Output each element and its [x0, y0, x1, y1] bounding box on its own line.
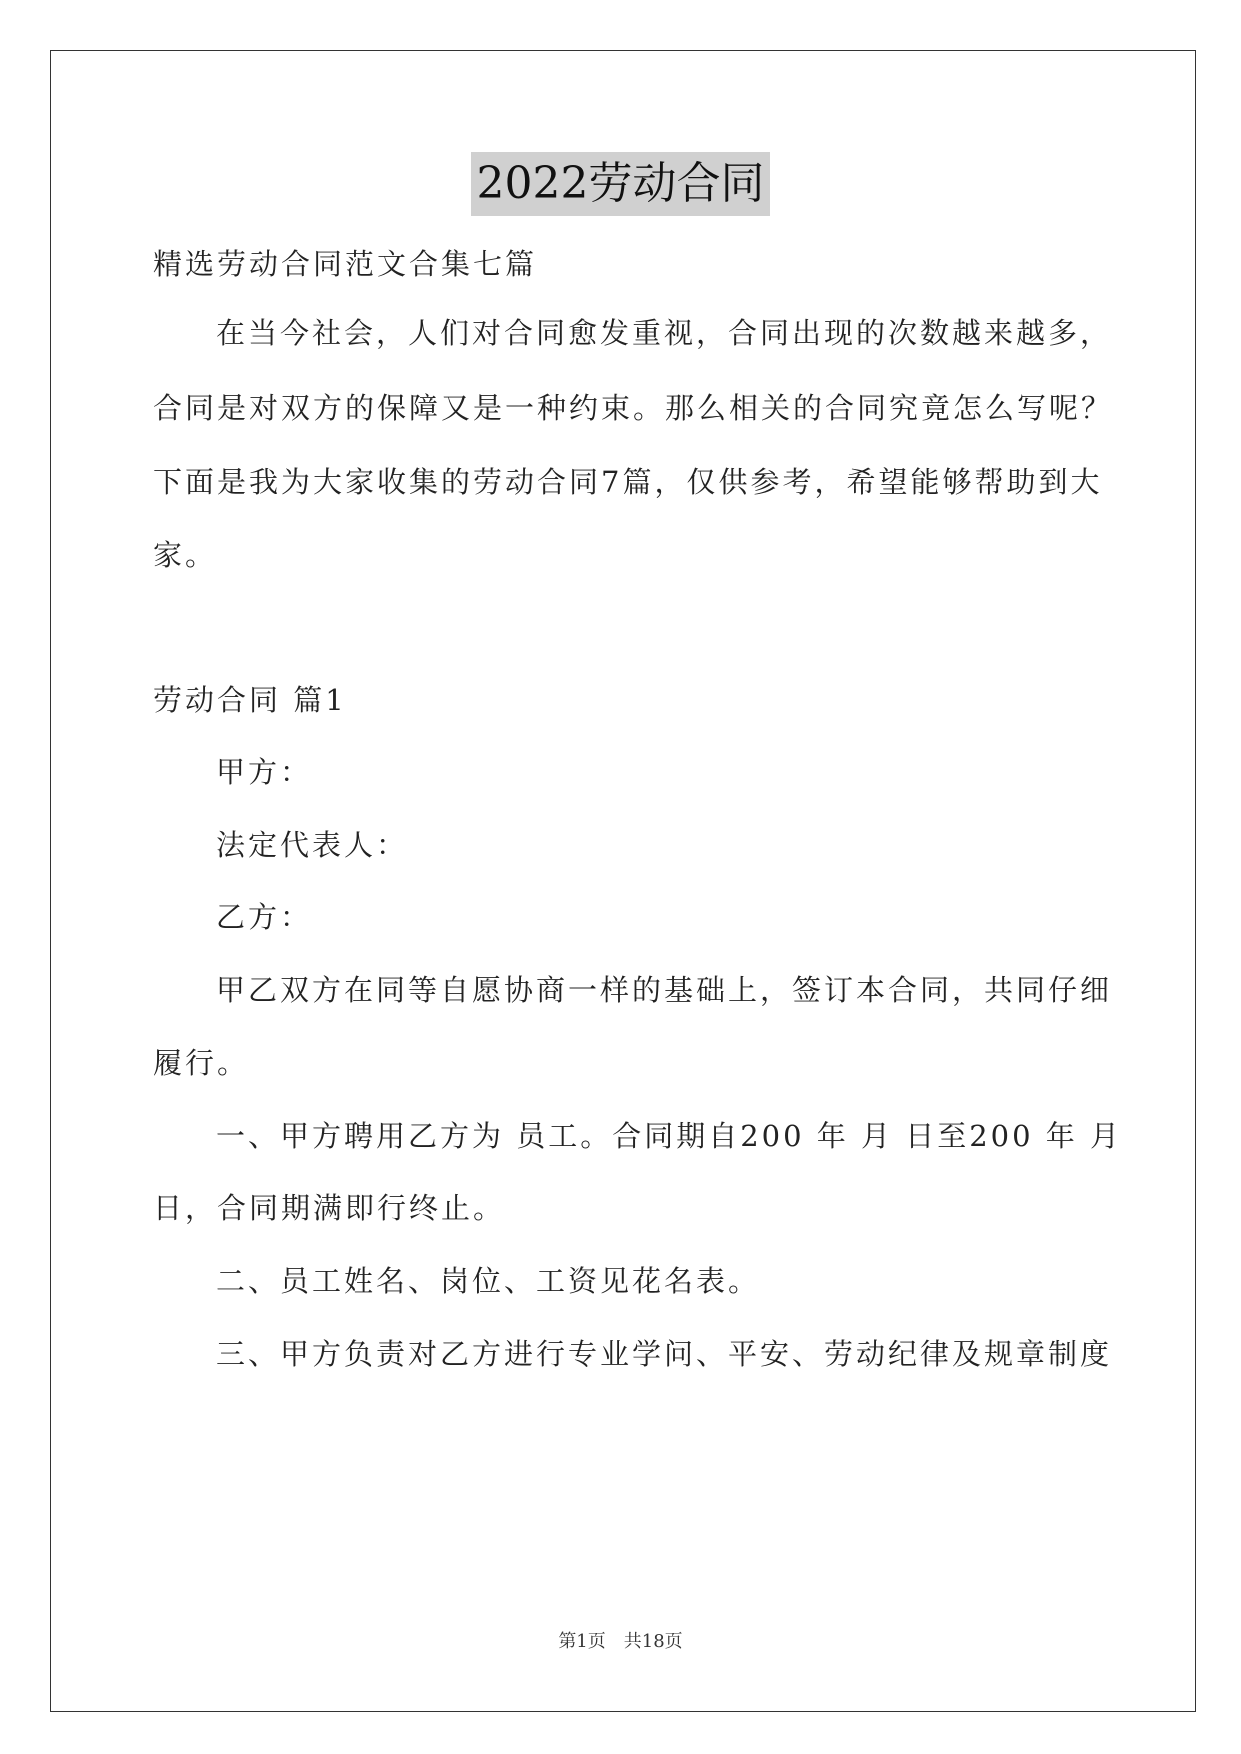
party-a-label: 甲方： [216, 755, 313, 789]
page-border [50, 50, 1196, 1712]
clause-intro-line-2: 履行。 [153, 1046, 250, 1080]
document-title-wrap [0, 152, 1241, 216]
intro-line-1: 在当今社会，人们对合同愈发重视，合同出现的次数越来越多， [216, 316, 1113, 350]
page-footer: 第1页 共18页 [558, 1631, 683, 1652]
section-heading: 劳动合同 篇1 [153, 683, 347, 717]
clause-1-line-2: 日，合同期满即行终止。 [153, 1191, 506, 1225]
legal-rep-label: 法定代表人： [216, 828, 409, 862]
subtitle-line: 精选劳动合同范文合集七篇 [153, 247, 538, 281]
clause-intro-line-1: 甲乙双方在同等自愿协商一样的基础上，签订本合同，共同仔细 [216, 973, 1113, 1007]
clause-1-line-1: 一、甲方聘用乙方为 员工。合同期自200 年 月 日至200 年 月 [216, 1119, 1123, 1153]
intro-line-4: 家。 [153, 538, 218, 572]
clause-2: 二、员工姓名、岗位、工资见花名表。 [216, 1264, 761, 1298]
intro-line-2: 合同是对双方的保障又是一种约束。那么相关的合同究竟怎么写呢？ [153, 391, 1114, 425]
document-title: 2022劳动合同 [471, 152, 771, 216]
clause-3-line-1: 三、甲方负责对乙方进行专业学问、平安、劳动纪律及规章制度 [216, 1337, 1113, 1371]
intro-line-3: 下面是我为大家收集的劳动合同7篇，仅供参考，希望能够帮助到大 [153, 465, 1103, 499]
party-b-label: 乙方： [216, 900, 313, 934]
